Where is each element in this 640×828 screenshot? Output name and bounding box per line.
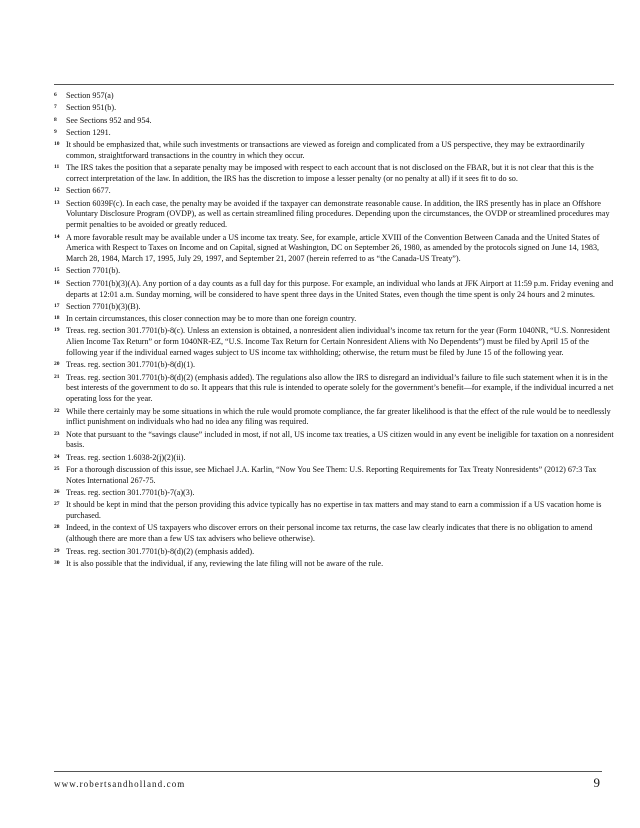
footnote-text: See Sections 952 and 954. xyxy=(66,115,152,125)
footnote-text: Section 951(b). xyxy=(66,103,117,113)
footnote-text: It is also possible that the individual, if any, reviewing the late filing will not be aware of the rule. xyxy=(66,558,384,568)
footnote-text: Treas. reg. section 301.7701(b)-7(a)(3). xyxy=(66,488,195,498)
footnote-text: It should be kept in mind that the person providing this advice typically has no expertise in tax matters and may stand to earn a commission if a US vacation home is purchased. xyxy=(66,500,602,521)
footnote-text: Treas. reg. section 1.6038-2(j)(2)(ii). xyxy=(66,452,186,462)
footnote-text: While there certainly may be some situations in which the rule would promote compliance, the far greater likelihood is that the effect of the rule would be to needlessly inflict punishment on individuals who had no idea any filing was required. xyxy=(66,406,611,427)
footnote xyxy=(54,140,614,162)
footnote-number: 10 xyxy=(54,141,60,148)
footnote-number: 29 xyxy=(54,547,60,554)
footnote xyxy=(54,186,614,197)
footnote xyxy=(54,547,614,558)
footnote-number: 26 xyxy=(54,489,60,496)
footnote-number: 8 xyxy=(54,116,57,123)
footnote-number: 30 xyxy=(54,559,60,566)
footnote-text: Section 957(a) xyxy=(66,91,114,100)
footnote-text: Treas. reg. section 301.7701(b)-8(d)(1). xyxy=(66,360,195,370)
footnote xyxy=(54,523,614,545)
footnote-number: 13 xyxy=(54,199,60,206)
footnote-number: 9 xyxy=(54,128,57,135)
footnote xyxy=(54,488,614,499)
footnote xyxy=(54,453,614,464)
page-number: 9 xyxy=(593,775,600,790)
footnote xyxy=(54,279,614,301)
footnote-number: 6 xyxy=(54,92,57,98)
footnote-text: Section 7701(b)(3)(A). Any portion of a day counts as a full day for this purpose. For example, an individual who lands at JFK Airport at 11:59 p.m. Friday evening and departs at 12:01 a.m. Sunday morning, will be considered to have spent three days in the United States, even though the time spent is only 24 hours and 2 minutes. xyxy=(66,278,614,299)
footnote xyxy=(54,302,614,313)
footnote-number: 16 xyxy=(54,279,60,286)
footnote-text: Treas. reg. section 301.7701(b)-8(d)(2) (emphasis added). The regulations also allow the IRS to disregard an individual’s failure to file such statement when it is in the best interests of the government to do so. It appears that this rule is intended to operate solely for the government’s benefit—for example, if the individual incurred a net operating loss for the year. xyxy=(66,372,614,404)
footnote xyxy=(54,128,614,139)
footnote-number: 24 xyxy=(54,453,60,460)
footnote-number: 17 xyxy=(54,302,60,309)
footnote xyxy=(54,559,614,570)
footnote-text: Section 1291. xyxy=(66,127,111,137)
footnote-number: 19 xyxy=(54,327,60,334)
footnote xyxy=(54,163,614,185)
footnote-text: Note that pursuant to the “savings clause” included in most, if not all, US income tax treaties, a US citizen would in any event be ineligible for taxation on a nonresident basis. xyxy=(66,429,614,450)
footnote-text: Treas. reg. section 301.7701(b)-8(c). Unless an extension is obtained, a nonresident alien individual’s income tax return for the year (Form 1040NR, “U.S. Nonresident Alien Income Tax Return” or form 1040NR-EZ, “U.S. Income Tax Return for Certain Nonresident Aliens with No Dependents”) must be filed by April 15 of the following year if the individual earned wages subject to US income tax withholding; otherwise, the return must be filed by June 15 of the following year. xyxy=(66,326,610,358)
footnote xyxy=(54,233,614,265)
footnote-text: In certain circumstances, this closer connection may be to more than one foreign country. xyxy=(66,314,357,324)
footnote-text: Section 6039F(c). In each case, the penalty may be avoided if the taxpayer can demonstrate reasonable cause. In addition, the IRS presently has in place an Offshore Voluntary Disclosure Program (OVDP), as well as certain streamlined filing procedures. Depending upon the circumstances, the OVDP or streamlined procedures may permit penalties to be avoided or greatly reduced. xyxy=(66,198,610,230)
footnote xyxy=(54,314,614,325)
footnote xyxy=(54,373,614,405)
footnote-number: 25 xyxy=(54,466,60,472)
footnote-text: The IRS takes the position that a separate penalty may be imposed with respect to each account that is not disclosed on the FBAR, but it is not clear that this is the correct interpretation of the law. In addition, the IRS has the discretion to impose a lesser penalty (or no penalty at all) if it sees fit to do so. xyxy=(66,163,594,184)
footnote-text: It should be emphasized that, while such investments or transactions are viewed as foreign and complicated from a US perspective, they may be extraordinarily common, straightforward transactions in the country in which they occur. xyxy=(66,140,585,160)
footnote-text: Section 6677. xyxy=(66,186,111,196)
footnote-text: Section 7701(b). xyxy=(66,266,121,276)
footnote-text: Treas. reg. section 301.7701(b)-8(d)(2) (emphasis added). xyxy=(66,546,255,556)
footnote-number: 15 xyxy=(54,267,60,274)
footnote-number: 23 xyxy=(54,430,60,437)
footnote xyxy=(54,465,614,487)
footnote xyxy=(54,326,614,358)
footnote-number: 27 xyxy=(54,501,60,508)
footnote xyxy=(54,360,614,371)
footer-rule xyxy=(54,771,602,772)
footer-website: www.robertsandholland.com xyxy=(54,779,186,789)
footnote-number: 7 xyxy=(54,104,57,111)
footnote-number: 28 xyxy=(54,524,60,531)
footnote xyxy=(54,430,614,452)
footnote-text: For a thorough discussion of this issue, see Michael J.A. Karlin, “Now You See Them: U.S. Reporting Requirements for Tax Treaty Nonresidents” (2012) 67:3 Tax Notes International 267-75. xyxy=(66,465,597,485)
footnote-number: 21 xyxy=(54,373,60,380)
footnote-number: 12 xyxy=(54,187,60,194)
footnote-number: 11 xyxy=(54,164,60,171)
footnote xyxy=(54,91,614,102)
footnote-number: 22 xyxy=(54,407,60,414)
footnote xyxy=(54,103,614,114)
footnote xyxy=(54,500,614,522)
footnote-list xyxy=(54,91,614,571)
footnote-number: 18 xyxy=(54,315,60,322)
footnote-separator xyxy=(54,84,614,85)
footnote-text: A more favorable result may be available under a US income tax treaty. See, for example, article XVIII of the Convention Between Canada and the United States of America with Respect to Taxes on Income and on Capital, signed at Washington, DC on September 26, 1980, as amended by the protocols signed on June 14, 1983, March 28, 1984, March 17, 1995, July 29, 1997, and September 21, 2007 (herein referred to as “the Canada-US Treaty”). xyxy=(66,232,600,264)
footnote xyxy=(54,199,614,231)
footnote-text: Indeed, in the context of US taxpayers who discover errors on their personal income tax returns, the case law clearly indicates that there is no obligation to amend (although there are more than a few US tax advisers who believe otherwise). xyxy=(66,523,593,544)
footnote xyxy=(54,407,614,429)
footnote-number: 20 xyxy=(54,361,60,368)
footnote-text: Section 7701(b)(3)(B). xyxy=(66,301,141,311)
footnote xyxy=(54,266,614,277)
footnote xyxy=(54,116,614,127)
footnote-number: 14 xyxy=(54,233,60,240)
